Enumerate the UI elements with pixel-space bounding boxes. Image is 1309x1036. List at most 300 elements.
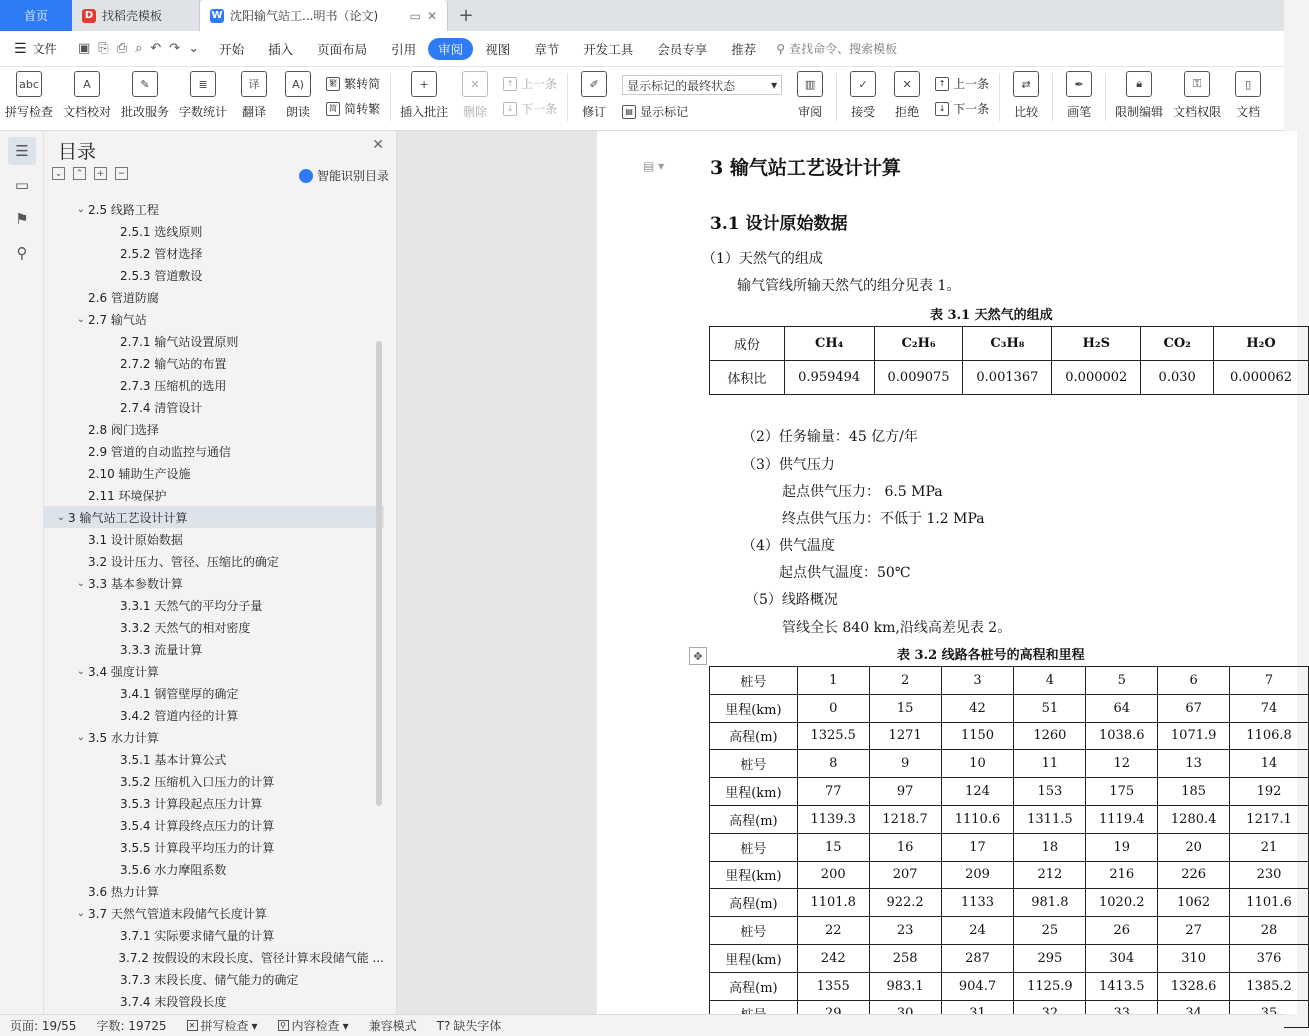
table-cell: CH₄: [784, 327, 874, 361]
toc-item-label: 3.5.3 计算段起点压力计算: [120, 796, 263, 811]
table-cell: 21: [1230, 833, 1309, 861]
next-change-icon: ↓: [935, 102, 949, 116]
table-cell: 高程(m): [710, 972, 798, 1000]
menu-recommend[interactable]: 推荐: [731, 41, 757, 57]
menu-layout[interactable]: 页面布局: [317, 41, 368, 57]
toc-item[interactable]: [44, 880, 384, 902]
toc-item-label: 2.10 辅助生产设施: [88, 466, 191, 481]
toc-item[interactable]: [44, 924, 384, 946]
table-cell: 19: [1086, 833, 1158, 861]
table-cell: 242: [797, 944, 869, 972]
table-cell: 1311.5: [1014, 805, 1086, 833]
toc-item[interactable]: [44, 286, 384, 308]
redo-icon[interactable]: ↷: [169, 41, 181, 56]
table-cell: C₃H₈: [963, 327, 1052, 361]
table-cell: 高程(m): [710, 889, 798, 917]
toc-item[interactable]: [44, 352, 384, 374]
table-cell: 1133: [941, 889, 1014, 917]
paragraph: （1）天然气的组成: [702, 251, 823, 267]
tab-bar: [0, 0, 1284, 31]
table-cell: 26: [1086, 917, 1158, 945]
composition-table: [709, 326, 1309, 395]
menu-review[interactable]: 审阅: [428, 38, 473, 60]
menu-developer[interactable]: 开发工具: [583, 41, 634, 57]
toc-item[interactable]: [44, 792, 384, 814]
table-row: [710, 750, 1309, 778]
table-cell: 13: [1158, 750, 1230, 778]
tab-document-label: 沈阳输气站工...明书（论文): [230, 9, 379, 23]
menu-chapter[interactable]: 章节: [534, 41, 560, 57]
menu-view[interactable]: 视图: [485, 41, 511, 57]
table-cell: 0.959494: [784, 361, 874, 395]
content-check-toggle[interactable]: [268, 1017, 359, 1034]
table-row: [710, 694, 1309, 722]
smart-toc-label: 智能识别目录: [316, 169, 389, 183]
table-cell: 1106.8: [1230, 722, 1309, 750]
table-cell: 185: [1158, 778, 1230, 806]
next-change-label: 下一条: [953, 102, 990, 116]
trad-to-simp-label: 繁转简: [344, 77, 381, 91]
table-row: [710, 889, 1309, 917]
table-cell: 1271: [869, 722, 941, 750]
paragraph: （5）线路概况: [745, 592, 838, 608]
table-row: [710, 861, 1309, 889]
toc-item-label: 2.7.1 输气站设置原则: [120, 334, 239, 349]
quick-access-toolbar: [70, 41, 207, 56]
lock-icon: 🔒︎: [1126, 71, 1152, 97]
table-cell: 9: [869, 750, 941, 778]
table-cell: 1139.3: [797, 805, 869, 833]
table-cell: 2: [869, 667, 941, 695]
toc-item-label: 2.5.3 管道敷设: [120, 268, 203, 283]
reject-icon: ✕: [894, 71, 920, 97]
toc-item[interactable]: [44, 264, 384, 286]
export-pdf-icon[interactable]: ⎘: [98, 41, 109, 56]
collapse-icon[interactable]: ⌄: [52, 167, 65, 180]
file-menu[interactable]: [0, 40, 70, 57]
toc-item-label: 3.2 设计压力、管径、压缩比的确定: [88, 554, 279, 569]
table-cell: 1355: [797, 972, 869, 1000]
menu-bar: [0, 31, 1284, 67]
toc-item-label: 2.7.3 压缩机的选用: [120, 378, 227, 393]
trad-to-simp-button[interactable]: [326, 75, 380, 92]
paragraph: 管线全长 840 km,沿线高差见表 2。: [782, 620, 1012, 636]
table-move-handle-icon[interactable]: ✥: [689, 647, 707, 665]
content-check-label: 内容检查: [291, 1019, 340, 1033]
chevron-down-icon[interactable]: ⌄: [76, 731, 86, 743]
table-cell: 桩号: [710, 750, 798, 778]
toc-item-label: 3.5 水力计算: [88, 730, 159, 745]
toc-item[interactable]: [44, 220, 384, 242]
toc-item[interactable]: [44, 968, 384, 990]
table-cell: 20: [1158, 833, 1230, 861]
toc-item-label: 3.5.4 计算段终点压力的计算: [120, 818, 275, 833]
doc-permission-button[interactable]: [1168, 71, 1226, 120]
page-indicator[interactable]: 页面: 19/55: [10, 1019, 77, 1033]
ribbon-separator: [999, 73, 1000, 121]
smart-toc-button[interactable]: [299, 167, 389, 184]
table-cell: 310: [1158, 944, 1230, 972]
simp-to-trad-button[interactable]: [326, 100, 380, 117]
table-row: [710, 667, 1309, 695]
dropdown-arrow-icon: ▾: [251, 1018, 258, 1033]
review-pane-icon: ▥: [797, 71, 823, 97]
menu-member[interactable]: 会员专享: [657, 41, 708, 57]
tab-template-label: 找稻壳模板: [102, 9, 163, 23]
left-sidebar-strip: [0, 131, 44, 1014]
tab-home[interactable]: 首页: [0, 0, 72, 31]
command-search[interactable]: [776, 40, 897, 57]
toc-item[interactable]: [44, 462, 384, 484]
toc-item-label: 2.8 阀门选择: [88, 422, 159, 437]
table-cell: H₂S: [1052, 327, 1141, 361]
missing-font-icon: T?: [436, 1018, 451, 1033]
prev-change-button[interactable]: [935, 75, 989, 92]
compare-button[interactable]: [1004, 71, 1048, 120]
toc-item[interactable]: [44, 484, 384, 506]
more-icon[interactable]: ⌄: [188, 41, 200, 56]
toc-item[interactable]: [44, 616, 384, 638]
new-tab-button[interactable]: +: [458, 5, 474, 26]
table-cell: 153: [1014, 778, 1086, 806]
document-page: [597, 131, 1297, 1014]
toc-item-label: 3.5.1 基本计算公式: [120, 752, 227, 767]
review-pane-label: 审阅: [798, 105, 823, 119]
next-change-button[interactable]: [935, 100, 989, 117]
toc-item[interactable]: [44, 770, 384, 792]
show-markup-icon: ▤: [622, 105, 636, 119]
save-icon[interactable]: ▣: [78, 41, 91, 56]
spell-check-status-label: 拼写检查: [200, 1019, 249, 1033]
toc-item[interactable]: [44, 704, 384, 726]
toc-item[interactable]: [44, 814, 384, 836]
toc-item-label: 3.6 热力计算: [88, 884, 159, 899]
markup-display-select[interactable]: [622, 75, 782, 95]
table-cell: 11: [1014, 750, 1086, 778]
table-cell: 1218.7: [869, 805, 941, 833]
table-cell: 成份: [710, 327, 785, 361]
toc-item[interactable]: [44, 198, 384, 220]
table-cell: 5: [1086, 667, 1158, 695]
proofread-button[interactable]: [58, 71, 116, 120]
toc-item[interactable]: [44, 902, 384, 924]
tab-document[interactable]: [200, 0, 448, 31]
chevron-down-icon[interactable]: ⌄: [76, 577, 86, 589]
table-cell: 28: [1230, 917, 1309, 945]
toc-item[interactable]: [44, 594, 384, 616]
track-changes-button[interactable]: [572, 71, 616, 120]
toc-item-label: 2.5.1 选线原则: [120, 224, 203, 239]
dropdown-arrow-icon: ▾: [342, 1018, 349, 1033]
close-tab-icon[interactable]: ✕: [426, 8, 437, 23]
batch-correct-button[interactable]: [116, 71, 174, 120]
table-cell: 1325.5: [797, 722, 869, 750]
table-cell: 376: [1230, 944, 1309, 972]
table-cell: 17: [941, 833, 1014, 861]
toc-item[interactable]: [44, 858, 384, 880]
toc-scrollbar[interactable]: [376, 341, 382, 806]
elevation-mileage-table: [709, 666, 1309, 1028]
table-cell: 981.8: [1014, 889, 1086, 917]
add-heading-icon[interactable]: +: [94, 167, 107, 180]
table-cell: CO₂: [1141, 327, 1214, 361]
doc-button[interactable]: [1226, 71, 1270, 120]
table-cell: 1260: [1014, 722, 1086, 750]
table-cell: 295: [1014, 944, 1086, 972]
toc-item[interactable]: [44, 308, 384, 330]
review-pane-button[interactable]: [788, 71, 832, 120]
table-row: [710, 833, 1309, 861]
toc-item-label: 3.5.6 水力摩阻系数: [120, 862, 227, 877]
table-row: [710, 972, 1309, 1000]
table-cell: 7: [1230, 667, 1309, 695]
toc-item-label: 2.7.4 清管设计: [120, 400, 203, 415]
trad-to-simp-icon: 繁: [326, 77, 340, 91]
table-cell: 175: [1086, 778, 1158, 806]
toc-item-label: 2.9 管道的自动监控与通信: [88, 444, 231, 459]
heading-1: 3 输气站工艺设计计算: [710, 157, 901, 179]
table-row: [710, 917, 1309, 945]
table-cell: 207: [869, 861, 941, 889]
ribbon-separator: [836, 73, 837, 121]
table-cell: 230: [1230, 861, 1309, 889]
insert-comment-button[interactable]: [395, 71, 453, 120]
toc-item-label: 3.5.2 压缩机入口压力的计算: [120, 774, 275, 789]
doc-permission-label: 文档权限: [1173, 105, 1222, 119]
close-icon[interactable]: ✕: [372, 137, 384, 153]
tab-template[interactable]: [72, 0, 200, 31]
heading-2: 3.1 设计原始数据: [710, 214, 848, 234]
spell-check-status-icon: ✕: [187, 1020, 198, 1031]
table-cell: 0.000062: [1214, 361, 1309, 395]
next-comment-icon: ↓: [503, 102, 517, 116]
paragraph: （4）供气温度: [742, 538, 835, 554]
toc-item[interactable]: [44, 396, 384, 418]
ribbon-separator: [1052, 73, 1053, 121]
comment-nav-group: [497, 71, 563, 117]
accept-label: 接受: [851, 105, 876, 119]
ribbon-separator: [567, 73, 568, 121]
chevron-down-icon[interactable]: ⌄: [76, 665, 86, 677]
table-row: [710, 805, 1309, 833]
toc-item[interactable]: [44, 528, 384, 550]
restrict-editing-label: 限制编辑: [1115, 105, 1164, 119]
markup-display-group: [616, 71, 788, 120]
toc-item-label: 3 输气站工艺设计计算: [68, 510, 188, 525]
menu-insert[interactable]: 插入: [268, 41, 294, 57]
table-cell: 51: [1014, 694, 1086, 722]
paragraph: （3）供气压力: [742, 457, 835, 473]
show-markup-button[interactable]: [622, 103, 782, 120]
toc-item[interactable]: [44, 638, 384, 660]
paragraph-marker-icon[interactable]: ▤ ▾: [643, 159, 665, 173]
toc-item[interactable]: [44, 330, 384, 352]
toc-item[interactable]: [44, 726, 384, 748]
toc-item[interactable]: [44, 836, 384, 858]
table-cell: 200: [797, 861, 869, 889]
chevron-down-icon[interactable]: ⌄: [76, 203, 86, 215]
chapter-nav-icon[interactable]: ▭: [14, 176, 30, 194]
paragraph: 起点供气温度：50℃: [779, 565, 911, 581]
document-area: [397, 131, 1293, 1014]
table-row: [710, 361, 1309, 395]
toc-item-label: 3.7.2 按假设的末段长度、管径计算末段储气能 ...: [118, 950, 384, 965]
compare-icon: ⇄: [1013, 71, 1039, 97]
writer-logo-icon: W: [211, 10, 223, 21]
table-cell: 1125.9: [1014, 972, 1086, 1000]
table-row: [710, 778, 1309, 806]
insert-comment-label: 插入批注: [400, 105, 449, 119]
simp-to-trad-icon: 简: [326, 102, 340, 116]
toc-tools: [52, 167, 128, 180]
table-cell: 209: [941, 861, 1014, 889]
toc-item-label: 3.7.4 末段管段长度: [120, 994, 227, 1009]
table-cell: 里程(km): [710, 861, 798, 889]
table-cell: 桩号: [710, 917, 798, 945]
spell-check-toggle[interactable]: [177, 1017, 268, 1034]
monitor-icon[interactable]: ▭: [409, 8, 421, 23]
prev-change-label: 上一条: [953, 77, 990, 91]
toc-item[interactable]: [44, 660, 384, 682]
word-count-indicator[interactable]: 字数: 19725: [96, 1019, 167, 1033]
pen-icon: ✒: [1066, 71, 1092, 97]
table-cell: 12: [1086, 750, 1158, 778]
table-cell: 983.1: [869, 972, 941, 1000]
toc-item[interactable]: [44, 682, 384, 704]
table-cell: 1119.4: [1086, 805, 1158, 833]
table-cell: 77: [797, 778, 869, 806]
dropdown-arrow-icon: ▾: [771, 78, 778, 92]
print-icon[interactable]: ⎙: [116, 41, 128, 56]
toc-item[interactable]: [44, 748, 384, 770]
delete-comment-icon: ✕: [462, 71, 488, 97]
table-cell: 1062: [1158, 889, 1230, 917]
table-cell: 3: [941, 667, 1014, 695]
menu-references[interactable]: 引用: [391, 41, 417, 57]
toc-item[interactable]: [44, 242, 384, 264]
toc-item-label: 3.7.1 实际要求储气量的计算: [120, 928, 275, 943]
toc-item-label: 3.4 强度计算: [88, 664, 159, 679]
toc-item[interactable]: [44, 550, 384, 572]
spell-check-button[interactable]: [0, 71, 58, 120]
word-count-button[interactable]: [174, 71, 232, 120]
translate-button[interactable]: [232, 71, 276, 120]
toc-item[interactable]: [44, 440, 384, 462]
file-menu-label: 文件: [32, 42, 57, 56]
toc-item-label: 3.7 天然气管道末段储气长度计算: [88, 906, 267, 921]
reject-button[interactable]: [885, 71, 929, 120]
toc-item[interactable]: [44, 418, 384, 440]
table-cell: 里程(km): [710, 778, 798, 806]
chevron-down-icon[interactable]: ⌄: [76, 313, 86, 325]
table-cell: 高程(m): [710, 805, 798, 833]
compare-label: 比较: [1014, 105, 1039, 119]
print-preview-icon[interactable]: ⌕: [135, 41, 143, 56]
chevron-down-icon[interactable]: ⌄: [56, 511, 66, 523]
doc-label: 文档: [1236, 105, 1261, 119]
menu-home[interactable]: 开始: [219, 41, 245, 57]
next-comment-button[interactable]: [503, 100, 557, 117]
read-aloud-label: 朗读: [286, 105, 311, 119]
track-changes-label: 修订: [582, 105, 607, 119]
word-count-label: 字数统计: [179, 105, 228, 119]
read-aloud-button[interactable]: [276, 71, 320, 120]
toc-panel-icon[interactable]: ☰: [8, 137, 36, 165]
table-cell: C₂H₆: [874, 327, 963, 361]
command-search-placeholder: 查找命令、搜索模板: [789, 42, 898, 56]
expand-icon[interactable]: ⌃: [73, 167, 86, 180]
delete-comment-button[interactable]: [453, 71, 497, 120]
prev-comment-button[interactable]: [503, 75, 557, 92]
pen-button[interactable]: [1057, 71, 1101, 120]
restrict-editing-button[interactable]: [1110, 71, 1168, 120]
accept-icon: ✓: [850, 71, 876, 97]
table-cell: 0.001367: [963, 361, 1052, 395]
proofread-icon: A: [74, 71, 100, 97]
toc-item[interactable]: [44, 374, 384, 396]
table-cell: 8: [797, 750, 869, 778]
table-cell: 27: [1158, 917, 1230, 945]
navigation-pane: [44, 131, 397, 1014]
toc-item[interactable]: [44, 990, 384, 1012]
toc-item-label: 3.3.1 天然气的平均分子量: [120, 598, 263, 613]
bookmark-icon[interactable]: ⚑: [15, 210, 29, 228]
table-cell: 23: [869, 917, 941, 945]
toc-item[interactable]: [44, 946, 384, 968]
ribbon-separator: [390, 73, 391, 121]
toc-item-label: 2.7 输气站: [88, 312, 147, 327]
table-cell: 10: [941, 750, 1014, 778]
table-cell: 1: [797, 667, 869, 695]
prev-comment-icon: ↑: [503, 77, 517, 91]
toc-item[interactable]: [44, 506, 384, 528]
toc-item-label: 3.4.2 管道内径的计算: [120, 708, 239, 723]
table-cell: 1110.6: [941, 805, 1014, 833]
prev-comment-label: 上一条: [521, 77, 558, 91]
toc-item-label: 3.5.5 计算段平均压力的计算: [120, 840, 275, 855]
menu-items: [207, 38, 768, 60]
undo-icon[interactable]: ↶: [150, 41, 162, 56]
table-cell: 1413.5: [1086, 972, 1158, 1000]
remove-heading-icon[interactable]: −: [115, 167, 128, 180]
table-cell: 287: [941, 944, 1014, 972]
doc-icon: ▯: [1235, 71, 1261, 97]
table-cell: 里程(km): [710, 694, 798, 722]
batch-correct-label: 批改服务: [121, 105, 170, 119]
table-cell: 4: [1014, 667, 1086, 695]
search-icon: ⚲: [776, 41, 786, 56]
table-cell: 桩号: [710, 667, 798, 695]
table-cell: 216: [1086, 861, 1158, 889]
translate-label: 翻译: [242, 105, 267, 119]
paragraph: 终点供气压力：不低于 1.2 MPa: [782, 511, 985, 527]
table-cell: H₂O: [1214, 327, 1309, 361]
table-cell: 1280.4: [1158, 805, 1230, 833]
toc-item[interactable]: [44, 572, 384, 594]
insert-comment-icon: +: [411, 71, 437, 97]
spell-check-label: 拼写检查: [5, 105, 54, 119]
toc-item-label: 2.11 环境保护: [88, 488, 167, 503]
next-comment-label: 下一条: [521, 102, 558, 116]
table-cell: 18: [1014, 833, 1086, 861]
accept-button[interactable]: [841, 71, 885, 120]
search-panel-icon[interactable]: ⚲: [16, 244, 28, 262]
status-bar: [0, 1014, 1284, 1036]
smart-toc-icon: [299, 169, 313, 183]
chevron-down-icon[interactable]: ⌄: [76, 907, 86, 919]
toc-list: [44, 198, 384, 1009]
missing-font-button[interactable]: [427, 1017, 512, 1034]
